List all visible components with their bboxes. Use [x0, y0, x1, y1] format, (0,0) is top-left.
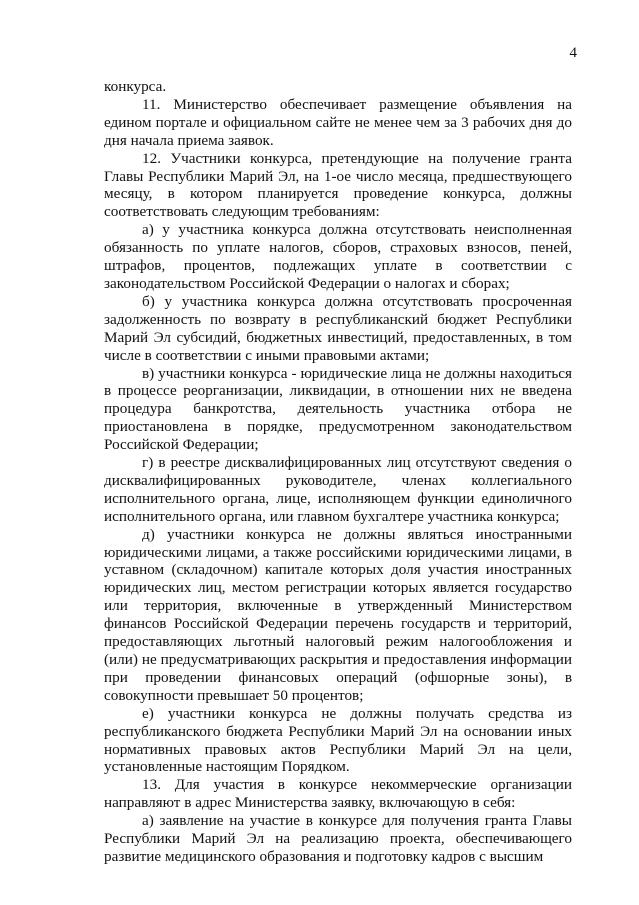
paragraph-item-11: 11. Министерство обеспечивает размещение объявления на едином портале и официальном сайте не менее чем за 3 рабочих дня до дня начала приема заявок. — [104, 95, 572, 149]
paragraph-item-13: 13. Для участия в конкурсе некоммерческие организации направляют в адрес Министерства заявку, включающую в себя: — [104, 776, 572, 812]
page-number: 4 — [569, 45, 577, 61]
paragraph-subitem-b: б) у участника конкурса должна отсутствовать просроченная задолженность по возврату в республиканский бюджет Республики Марий Эл субсидий, бюджетных инвестиций, предоставленных, в том числе в соответствии с иными правовыми актами; — [104, 292, 572, 364]
paragraph-continuation: конкурса. — [104, 78, 167, 95]
document-body — [104, 78, 572, 866]
paragraph-subitem-e: е) участники конкурса не должны получать средства из республиканского бюджета Республики Марий Эл на основании иных нормативных правовых актов Республики Марий Эл на цели, установленные настоящим Порядком. — [104, 704, 572, 776]
paragraph-subitem-d: д) участники конкурса не должны являться иностранными юридическими лицами, а также российскими юридическими лицами, в уставном (складочном) капитале которых доля участия иностранных юридических лиц, местом регистрации которых является государство или территория, включенные в утвержденный Министерством финансов Российской Федерации перечень государств и территорий, предоставляющих льготный налоговый режим налогообложения и (или) не предусматривающих раскрытия и предоставления информации при проведении финансовых операций (офшорные зоны), в совокупности превышает 50 процентов; — [104, 525, 572, 704]
paragraph-item-12: 12. Участники конкурса, претендующие на получение гранта Главы Республики Марий Эл, на 1-ое число месяца, предшествующего месяцу, в котором планируется проведение конкурса, должны соответствовать следующим требованиям: — [104, 149, 572, 221]
paragraph-subitem-g: г) в реестре дисквалифицированных лиц отсутствуют сведения о дисквалифицированных руководителе, членах коллегиального исполнительного органа, лице, исполняющем функции единоличного исполнительного органа, или главном бухгалтере участника конкурса; — [104, 454, 572, 525]
paragraph-subitem-a: а) у участника конкурса должна отсутствовать неисполненная обязанность по уплате налогов, сборов, страховых взносов, пеней, штрафов, процентов, подлежащих уплате в соответствии с законодательством Российской Федерации о налогах и сборах; — [104, 221, 572, 292]
paragraph-subitem-v: в) участники конкурса - юридические лица не должны находиться в процессе реорганизации, ликвидации, в отношении них не введена процедура банкротства, деятельность участника отбора не приостановлена в порядке, предусмотренном законодательством Российской Федерации; — [104, 364, 572, 454]
paragraph-item-13-subitem-a: а) заявление на участие в конкурсе для получения гранта Главы Республики Марий Эл на реализацию проекта, обеспечивающего развитие медицинского образования и подготовку кадров с высшим — [104, 812, 572, 865]
